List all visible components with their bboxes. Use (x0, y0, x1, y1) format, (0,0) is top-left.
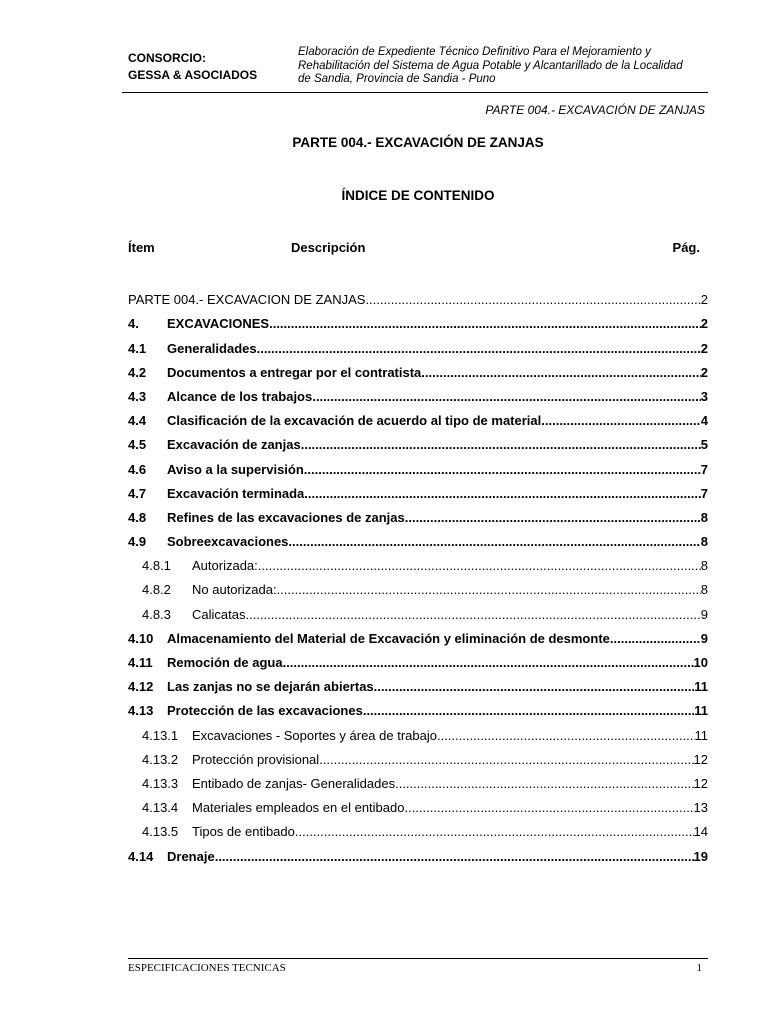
toc-entry[interactable] (128, 359, 708, 383)
toc-entry-page: 2 (700, 364, 708, 380)
toc-entry[interactable] (128, 625, 708, 649)
toc-entry[interactable] (128, 383, 708, 407)
toc-entry-page: 2 (700, 340, 708, 356)
toc-entry-page: 14 (693, 824, 708, 840)
column-header-page: Pág. (672, 240, 700, 255)
toc-entry-number: 4.10 (128, 630, 154, 646)
toc-entry-number: 4.14 (128, 848, 154, 864)
toc-leader-dots (304, 486, 700, 501)
toc-entry[interactable] (128, 600, 708, 624)
toc-entry-title: Refines de las excavaciones de zanjas (167, 509, 405, 525)
page-title: PARTE 004.- EXCAVACIÓN DE ZANJAS (292, 135, 544, 150)
table-of-contents (128, 286, 708, 867)
toc-entry-title: No autorizada: (192, 582, 277, 598)
toc-entry-number: 4.8.2 (142, 582, 171, 598)
toc-entry-page: 2 (700, 316, 708, 332)
org-line-2: GESSA & ASOCIADOS (128, 68, 258, 82)
footer-label: ESPECIFICACIONES TECNICAS (128, 962, 286, 974)
toc-entry-page: 2 (700, 292, 708, 308)
toc-entry-title: Entibado de zanjas- Generalidades (192, 775, 396, 791)
toc-entry-number: 4.8 (128, 509, 147, 525)
toc-leader-dots (363, 703, 694, 718)
toc-entry-page: 4 (700, 413, 708, 429)
toc-entry-page: 11 (694, 703, 708, 719)
toc-entry-title: Protección de las excavaciones (167, 703, 363, 719)
toc-entry-title: Protección provisional (192, 751, 320, 767)
toc-entry[interactable] (128, 649, 708, 673)
toc-leader-dots (437, 728, 695, 743)
toc-leader-dots (405, 510, 701, 525)
project-line-3: de Sandia, Provincia de Sandia - Puno (298, 73, 496, 85)
toc-leader-dots (288, 534, 700, 549)
toc-entry-number: 4.5 (128, 437, 147, 453)
toc-entry-page: 9 (700, 630, 708, 646)
toc-entry[interactable] (128, 842, 708, 866)
toc-entry-title: Sobreexcavaciones (167, 534, 289, 550)
toc-entry-number: 4.13 (128, 703, 154, 719)
toc-entry-number: 4.4 (128, 413, 147, 429)
toc-entry-page: 11 (694, 679, 708, 695)
toc-entry-page: 12 (693, 775, 708, 791)
toc-entry-number: 4.13.2 (142, 751, 179, 767)
toc-entry[interactable] (128, 504, 708, 528)
toc-leader-dots (395, 776, 693, 791)
column-header-description: Descripción (291, 240, 366, 255)
toc-entry-page: 13 (693, 800, 708, 816)
toc-entry-title: Excavación de zanjas (167, 437, 301, 453)
toc-entry[interactable] (128, 770, 708, 794)
toc-entry[interactable] (128, 431, 708, 455)
toc-entry-page: 8 (700, 509, 708, 525)
toc-entry[interactable] (128, 552, 708, 576)
toc-entry-title: EXCAVACIONES (167, 316, 270, 332)
toc-entry-page: 7 (700, 461, 708, 477)
toc-entry-number: 4.12 (128, 679, 154, 695)
toc-entry-page: 8 (700, 558, 708, 574)
toc-leader-dots (319, 752, 693, 767)
toc-entry-number: 4.13.5 (142, 824, 179, 840)
toc-leader-dots (258, 558, 701, 573)
toc-entry-page: 5 (700, 437, 708, 453)
index-title: ÍNDICE DE CONTENIDO (341, 188, 495, 203)
toc-entry-number: 4.11 (128, 655, 153, 670)
footer-page-number: 1 (696, 962, 702, 974)
toc-entry[interactable] (128, 673, 708, 697)
toc-entry[interactable] (128, 407, 708, 431)
project-line-1: Elaboración de Expediente Técnico Definitivo Para el Mejoramiento y (298, 46, 651, 58)
toc-leader-dots (301, 437, 701, 452)
toc-entry-page: 11 (694, 727, 708, 743)
toc-entry[interactable] (128, 528, 708, 552)
toc-entry-title: Remoción de agua (167, 655, 283, 670)
toc-entry-title: Drenaje (167, 848, 215, 864)
org-block (128, 50, 257, 84)
toc-leader-dots (541, 413, 701, 428)
toc-entry-page: 7 (700, 485, 708, 501)
toc-entry-number: 4. (128, 316, 139, 332)
toc-leader-dots (404, 800, 693, 815)
toc-entry-number: 4.3 (128, 388, 147, 404)
toc-entry-number: 4.1 (128, 340, 147, 356)
toc-leader-dots (365, 292, 700, 307)
toc-entry-title: Materiales empleados en el entibado (192, 800, 405, 816)
toc-entry[interactable] (128, 746, 708, 770)
toc-entry[interactable] (128, 480, 708, 504)
toc-entry-title: Autorizada: (192, 558, 258, 574)
toc-entry-title: Almacenamiento del Material de Excavación y eliminación de desmonte (167, 630, 610, 646)
toc-leader-dots (257, 341, 701, 356)
toc-leader-dots (269, 316, 701, 331)
toc-entry-number: 4.7 (128, 485, 147, 501)
toc-entry-title: Excavación terminada (167, 485, 305, 501)
toc-entry-title: Alcance de los trabajos (167, 388, 313, 404)
project-line-2: Rehabilitación del Sistema de Agua Potable y Alcantarillado de la Localidad (298, 59, 683, 72)
toc-entry-number: 4.8.1 (142, 558, 171, 574)
toc-entry-number: 4.13.3 (142, 775, 179, 791)
project-title-block (298, 46, 700, 87)
toc-leader-dots (295, 824, 694, 839)
toc-entry-page: 3 (700, 388, 708, 404)
org-line-1: CONSORCIO: (128, 51, 206, 65)
toc-leader-dots (277, 582, 701, 597)
toc-entry-page: 19 (693, 848, 708, 864)
toc-entry-title: Tipos de entibado (192, 824, 295, 840)
toc-entry-number: 4.9 (128, 534, 147, 550)
toc-leader-dots (215, 849, 694, 864)
toc-leader-dots (304, 462, 701, 477)
toc-entry-number: 4.13.4 (142, 800, 179, 816)
toc-entry[interactable] (128, 334, 708, 358)
toc-leader-dots (610, 631, 701, 646)
toc-leader-dots (312, 389, 701, 404)
toc-entry-title: Aviso a la supervisión (167, 461, 304, 477)
toc-leader-dots (283, 655, 694, 670)
toc-entry-number: 4.6 (128, 461, 147, 477)
toc-entry-number: 4.13.1 (142, 727, 179, 743)
toc-entry-title: Documentos a entregar por el contratista (167, 364, 422, 380)
header-divider (122, 92, 708, 93)
toc-entry-page: 12 (693, 751, 708, 767)
toc-entry[interactable] (128, 310, 708, 334)
toc-entry[interactable] (128, 794, 708, 818)
toc-entry-title: Clasificación de la excavación de acuerdo al tipo de material (167, 413, 542, 429)
toc-entry-title: PARTE 004.- EXCAVACION DE ZANJAS (128, 292, 366, 308)
footer-divider (128, 958, 708, 959)
toc-entry-title: Excavaciones - Soportes y área de trabajo (192, 727, 437, 743)
toc-entry-title: Calicatas (192, 606, 246, 622)
toc-entry[interactable] (128, 286, 708, 310)
toc-entry[interactable] (128, 455, 708, 479)
toc-entry[interactable] (128, 818, 708, 842)
toc-entry-page: 10 (693, 655, 708, 670)
toc-entry-number: 4.8.3 (142, 606, 171, 622)
toc-leader-dots (245, 607, 700, 622)
header-part-label: PARTE 004.- EXCAVACIÓN DE ZANJAS (485, 103, 705, 117)
toc-entry-title: Generalidades (167, 340, 257, 356)
toc-leader-dots (374, 679, 695, 694)
toc-entry-title: Las zanjas no se dejarán abiertas (167, 679, 374, 695)
toc-entry[interactable] (128, 576, 708, 600)
toc-entry[interactable] (128, 697, 708, 721)
toc-leader-dots (421, 365, 700, 380)
column-header-item: Ítem (128, 240, 155, 255)
toc-entry-page: 8 (700, 534, 708, 550)
toc-entry-number: 4.2 (128, 364, 147, 380)
toc-entry[interactable] (128, 721, 708, 745)
toc-entry-page: 9 (700, 606, 708, 622)
toc-entry-page: 8 (700, 582, 708, 598)
